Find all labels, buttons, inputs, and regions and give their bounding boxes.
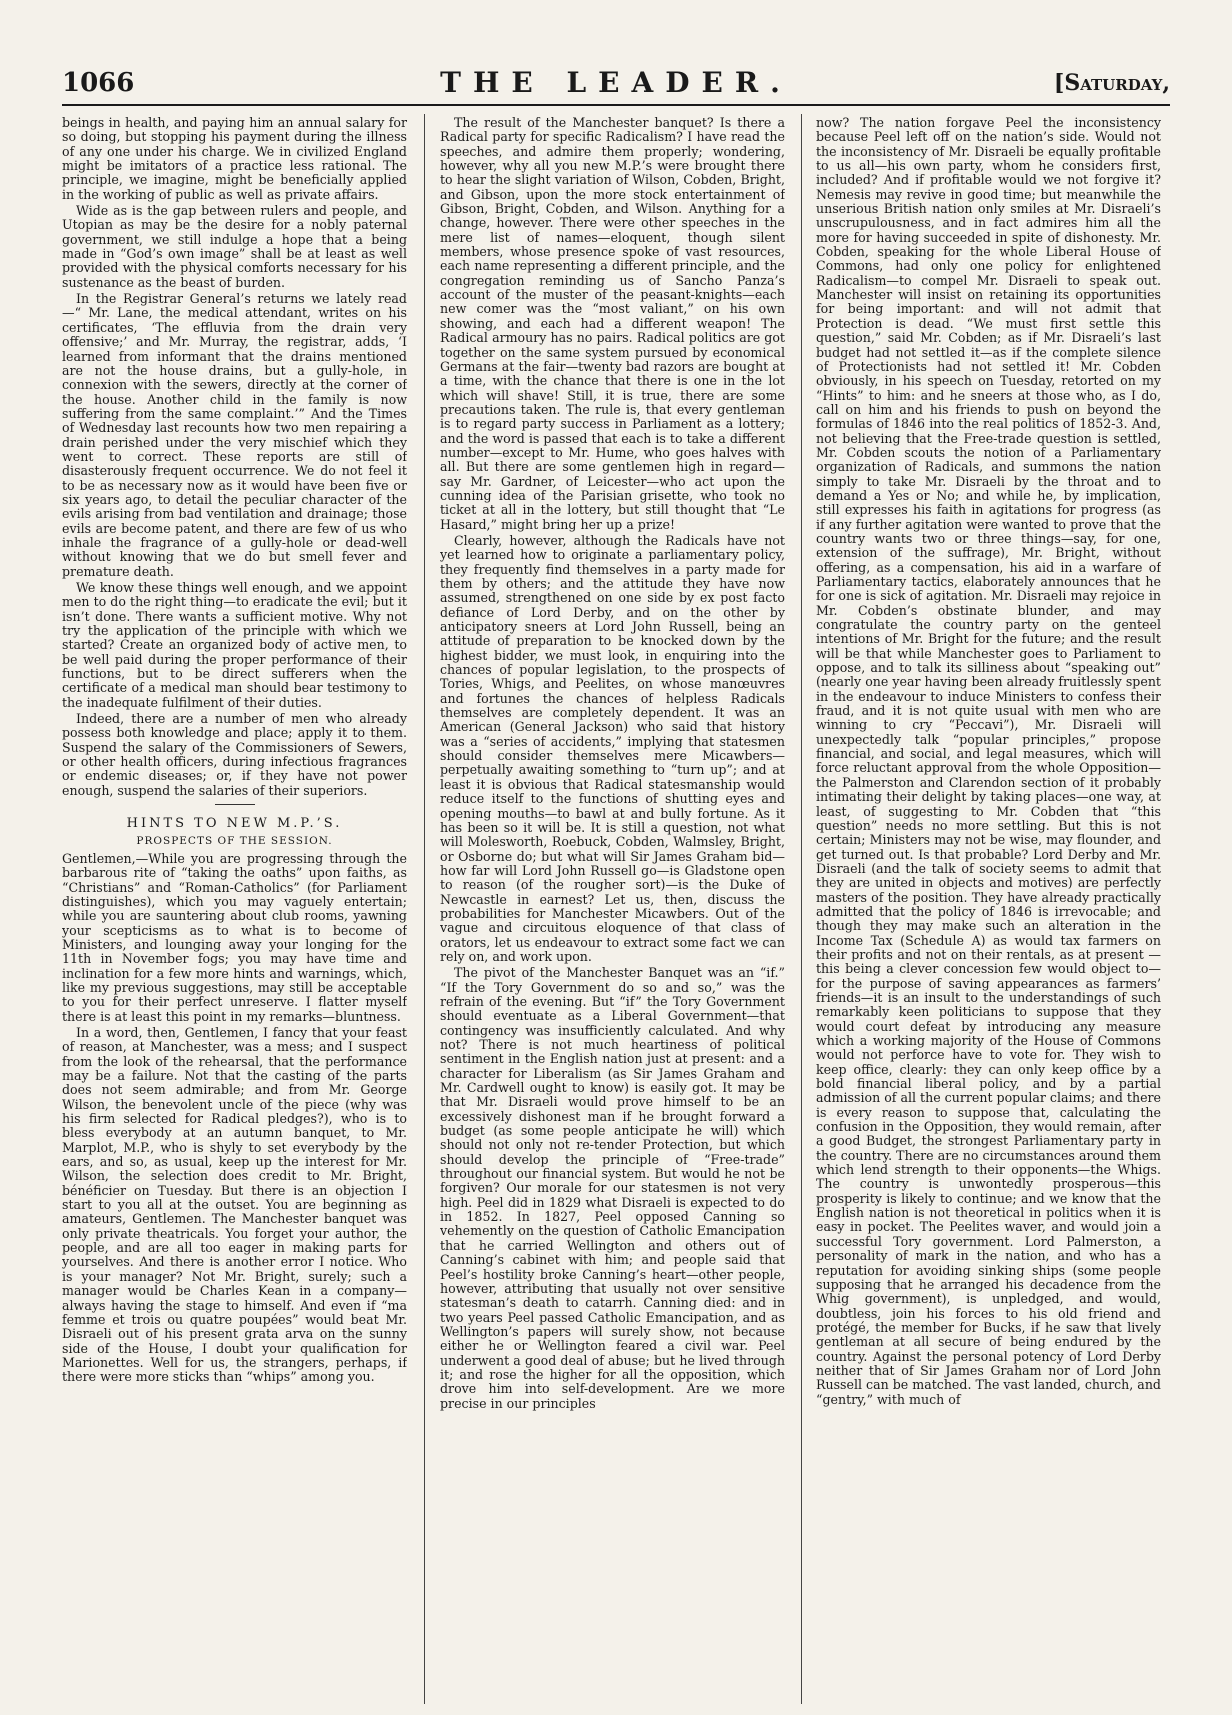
column-divider [801, 114, 802, 1704]
column-2 [440, 116, 785, 1701]
newspaper-title: THE LEADER. [440, 66, 792, 99]
paragraph: Indeed, there are a number of men who already possess both knowledge and place; apply it to them. Suspend the salary of the Commissioners of Sewers, or other health officers, during infectious fragrances or endemic diseases; or, if they have not power enough, suspend the salaries of their superiors. [62, 711, 407, 798]
paragraph: Wide as is the gap between rulers and people, and Utopian as may be the desire for a nobly paternal government, we still indulge a hope that a being made in “God’s own image” shall be at least as well provided with the physical comforts necessary for his sustenance as the beast of burden. [62, 203, 407, 290]
article-heading: HINTS TO NEW M.P.’S. [126, 816, 343, 832]
section-separator [215, 804, 255, 805]
page-number: 1066 [62, 68, 135, 98]
column-3 [816, 116, 1161, 1701]
issue-day: [Saturday, [1053, 70, 1170, 96]
paragraph: The pivot of the Manchester Banquet was an “if.” “If the Tory Government do so and so,” was the refrain of the evening. But “if” the Tory Government should eventuate as a Liberal Government—that contingency was insufficiently calculated. And why not? There is not much heartiness of political sentiment in the English nation just at present: and a character for Liberalism (as Sir James Graham and Mr. Cardwell ought to know) is easily got. It may be that Mr. Disraeli would prove himself to be an excessively dishonest man if he brought forward a budget (as some people anticipate he will) which should not only not re-tender Protection, but which should develop the principle of “Free-trade” throughout our financial system. But would he not be forgiven? Our morale for our statesmen is not very high. Peel did in 1829 what Disraeli is expected to do in 1852. In 1827, Peel opposed Canning so vehemently on the question of Catholic Emancipation that he carried Wellington and others out of Canning’s cabinet with him; and people said that Peel’s hostility broke Canning’s heart—other people, however, attributing that usually not over sensitive statesman’s death to catarrh. Canning died: and in two years Peel passed Catholic Emancipation, and as Wellington’s papers will surely show, not because either he or Wellington feared a civil war. Peel underwent a good deal of abuse; but he lived through it; and rose the higher for all the opposition, which drove him into self-development. Are we more precise in our principles [440, 965, 785, 1411]
article-subheading: PROSPECTS OF THE SESSION. [136, 834, 333, 847]
masthead-rule [62, 104, 1170, 106]
masthead [62, 66, 1170, 106]
paragraph: In the Registrar General’s returns we lately read—“ Mr. Lane, the medical attendant, writes on his certificates, ‘The effluvia from the drain very offensive;’ and Mr. Murray, the registrar, adds, ‘I learned from informant that the drains mentioned are not the house drains, but a gully-hole, in connexion with the sewers, directly at the corner of the house. Another child in the family is now suffering from the same complaint.’” And the Times of Wednesday last recounts how two men repairing a drain perished under the very mischief which they went to correct. These reports are still of disasterously frequent occurrence. We do not feel it to be as necessary now as it would have been five or six years ago, to detail the peculiar character of the evils arising from bad ventilation and drainage; those evils are become patent, and there are few of us who inhale the fragrance of a gully-hole or dead-well without knowing that we do but smell fever and premature death. [62, 291, 407, 579]
paragraph: The result of the Manchester banquet? Is there a Radical party for specific Radicalism? I have read the speeches, and admire them properly; wondering, however, why all you new M.P.’s were brought there to hear the slight variation of Wilson, Cobden, Bright, and Gibson, upon the more stock entertainment of Gibson, Bright, Cobden, and Wilson. Anything for a change, however. There were other speeches in the mere list of names—eloquent, though silent members, whose presence spoke of vast resources, each name representing a different principle, and the congregation reminding us of Sancho Panza’s account of the muster of the peasant-knights—each new comer was the “most valiant,” on his own showing, and each had a different weapon! The Radical armoury has no pairs. Radical politics are got together on the same system pursued by economical Germans at the fair—twenty bad razors are bought at a time, with the chance that there is one in the lot which will shave! Still, it is true, there are some precautions taken. The rule is, that every gentleman is to regard party success in Parliament as a lottery; and the word is passed that each is to take a different number—except to Mr. Hume, who goes halves with all. But there are some gentlemen high in regard—say Mr. Gardner, of Leicester—who act upon the cunning idea of the Parisian grisette, who took no ticket at all in the lottery, but still thought that “Le Hasard,” might bring her up a prize! [440, 116, 785, 532]
column-divider [424, 114, 425, 1704]
paragraph: Gentlemen,—While you are progressing through the barbarous rite of “taking the oaths” upon faiths, as “Christians” and “Roman-Catholics” (for Parliament distinguishes), which you may vaguely entertain; while you are sauntering about club rooms, yawning your scepticisms as to what is to become of Ministers, and lounging away your longing for the 11th in November fogs; you may have time and inclination for a few more hints and warnings, which, like my previous suggestions, may still be acceptable to you for their perfect unreserve. I flatter myself there is at least this point in my remarks—bluntness. [62, 850, 407, 1024]
paragraph: Clearly, however, although the Radicals have not yet learned how to originate a parliamentary policy, they frequently find themselves in a party made for them by others; and the attitude they have now assumed, strengthened on one side by ex post facto defiance of Lord Derby, and on the other by anticipatory sneers at Lord John Russell, being an attitude of preparation to be knocked down by the highest bidder, we must look, in enquiring into the chances of popular legislation, to the prospects of Tories, Whigs, and Peelites, on whose manœuvres and fortunes the chances of helpless Radicals themselves are completely dependent. It was an American (General Jackson) who said that history was a “series of accidents,” implying that statesmen should consider themselves mere Micawbers—perpetually awaiting something to “turn up”; and at least it is obvious that Radical statesmanship would reduce itself to the functions of shutting eyes and opening mouths—to bawl at and bully fortune. As it has been so it will be. It is still a question, not what will Molesworth, Roebuck, Cobden, Walmsley, Bright, or Osborne do; but what will Sir James Graham bid—how far will Lord John Russell go—is Gladstone open to reason (of the rougher sort)—is the Duke of Newcastle in earnest? Let us, then, discuss the probabilities for Manchester Micawbers. Out of the vague and circuitous eloquence of that class of orators, let us endeavour to extract some fact we can rely on, and work upon. [440, 532, 785, 964]
paragraph: We know these things well enough, and we appoint men to do the right thing—to eradicate the evil; but it isn’t done. There wants a sufficient motive. Why not try the application of the principle with which we started? Create an organized body of active men, to be well paid during the proper performance of their functions, but to be direct sufferers when the certificate of a medical man should bear testimony to the inadequate fulfilment of their duties. [62, 580, 407, 710]
newspaper-page [62, 66, 1170, 1706]
paragraph: beings in health, and paying him an annual salary for so doing, but stopping his payment during the illness of any one under his charge. We in civilized England might be imitators of a practice less rational. The principle, we imagine, might be beneficially applied in the working of public as well as private affairs. [62, 116, 407, 202]
column-1 [62, 116, 407, 1701]
paragraph: In a word, then, Gentlemen, I fancy that your feast of reason, at Manchester, was a mess; and I suspect from the look of the rehearsal, that the performance may be a failure. Not that the casting of the parts does not seem admirable; and from Mr. George Wilson, the benevolent uncle of the piece (why was his firm selected for Radical pledges?), who is to bless everybody at an autumn banquet, to Mr. Marplot, M.P., who is shyly to set everybody by the ears, and so, as usual, keep up the interest for Mr. Wilson, the selection does credit to Mr. Bright, bénéficier on Tuesday. But there is an objection I start to you all at the outset. You are beginning as amateurs, Gentlemen. The Manchester banquet was only private theatricals. You forget your author, the people, and are all too eager in making parts for yourselves. And there is another error I notice. Who is your manager? Not Mr. Bright, surely; such a manager would be Charles Kean in a company—always having the stage to himself. And even if “ma femme et trois ou quatre poupées” would beat Mr. Disraeli out of his present grata arva on the sunny side of the House, I doubt your qualification for Marionettes. Well for us, the strangers, perhaps, if there were more sticks than “whips” among you. [62, 1024, 407, 1385]
paragraph: now? The nation forgave Peel the inconsistency because Peel left off on the nation’s side. Would not the inconsistency of Mr. Disraeli be equally profitable to us all—his own party, whom he considers first, included? And if profitable would we not forgive it? Nemesis may revive in good time; but meanwhile the unserious British nation only smiles at Mr. Disraeli’s unscrupulousness, and in fact admires him all the more for having succeeded in spite of dishonesty. Mr. Cobden, speaking for the whole Liberal House of Commons, had only one policy for enlightened Radicalism—to compel Mr. Disraeli to speak out. Manchester will insist on retaining its opportunities for being important: and will not admit that Protection is dead. “We must first settle this question,” said Mr. Cobden; as if Mr. Disraeli’s last budget had not settled it—as if the complete silence of Protectionists had not settled it! Mr. Cobden obviously, in his speech on Tuesday, retorted on my “Hints” to him: and he sneers at those who, as I do, call on him and his friends to push on beyond the formulas of 1846 into the real politics of 1852-3. And, not believing that the Free-trade question is settled, Mr. Cobden scouts the notion of a Parliamentary organization of Radicals, and summons the nation simply to take Mr. Disraeli by the throat and to demand a Yes or No; and while he, by implication, still expresses his faith in agitations for progress (as if any further agitation were wanted to prove that the country wants two or three things—say, for one, extension of the suffrage), Mr. Bright, without offering, as a compensation, his aid in a warfare of Parliamentary tactics, elaborately announces that he for one is sick of agitation. Mr. Disraeli may rejoice in Mr. Cobden’s obstinate blunder, and may congratulate the country party on the genteel intentions of Mr. Bright for the future; and the result will be that while Manchester goes to Parliament to oppose, and to talk its silliness about “speaking out” (nearly one year having been already fruitlessly spent in the endeavour to induce Ministers to confess their fraud, and it is not quite usual with men who are winning to cry “Peccavi”), Mr. Disraeli will unexpectedly talk “popular principles,” propose financial, and social, and legal measures, which will force reluctant approval from the whole Opposition—the Palmerston and Clarendon section of it probably intimating their delight by taking places—one way, at least, of suggesting to Mr. Cobden that “this question” needs no more settling. But this is not certain; Ministers may not be wise, may flounder, and get turned out. Is that probable? Lord Derby and Mr. Disraeli (and the talk of society seems to admit that they are united in objects and motives) are perfectly masters of the position. They have already practically admitted that the policy of 1846 is irrevocable; and though they may make such an alteration in the Income Tax (Schedule A) as would tax farmers on their profits and not on their rentals, as at present — this being a clever concession few would object to—for the purpose of saving appearances as farmers’ friends—it is an insult to the understandings of such remarkably keen politicians to suppose that they would court defeat by introducing any measure which a working majority of the House of Commons would not perforce have to vote for. They wish to keep office, clearly: they can only keep office by a bold financial liberal policy, and by a partial admission of all the current popular claims; and there is every reason to suppose that, calculating the confusion in the Opposition, they would remain, after a good Budget, the strongest Parliamentary party in the country. There are no circumstances around them which lend strength to their opponents—the Whigs. The country is unwontedly prosperous—this prosperity is likely to continue; and we know that the English nation is not theoretical in politics when it is easy in pocket. The Peelites waver, and would join a successful Tory government. Lord Palmerston, a personality of mark in the nation, and who has a reputation for avoiding sinking ships (some people supposing that he arranged his decadence from the Whig government), is unpledged, and would, doubtless, join his forces to his old friend and protégé, the member for Bucks, if he saw that lively gentleman at all secure of being endured by the country. Against the personal potency of Lord Derby neither that of Sir James Graham nor of Lord John Russell can be matched. The vast landed, church, and “gentry,” with much of [816, 116, 1161, 1407]
